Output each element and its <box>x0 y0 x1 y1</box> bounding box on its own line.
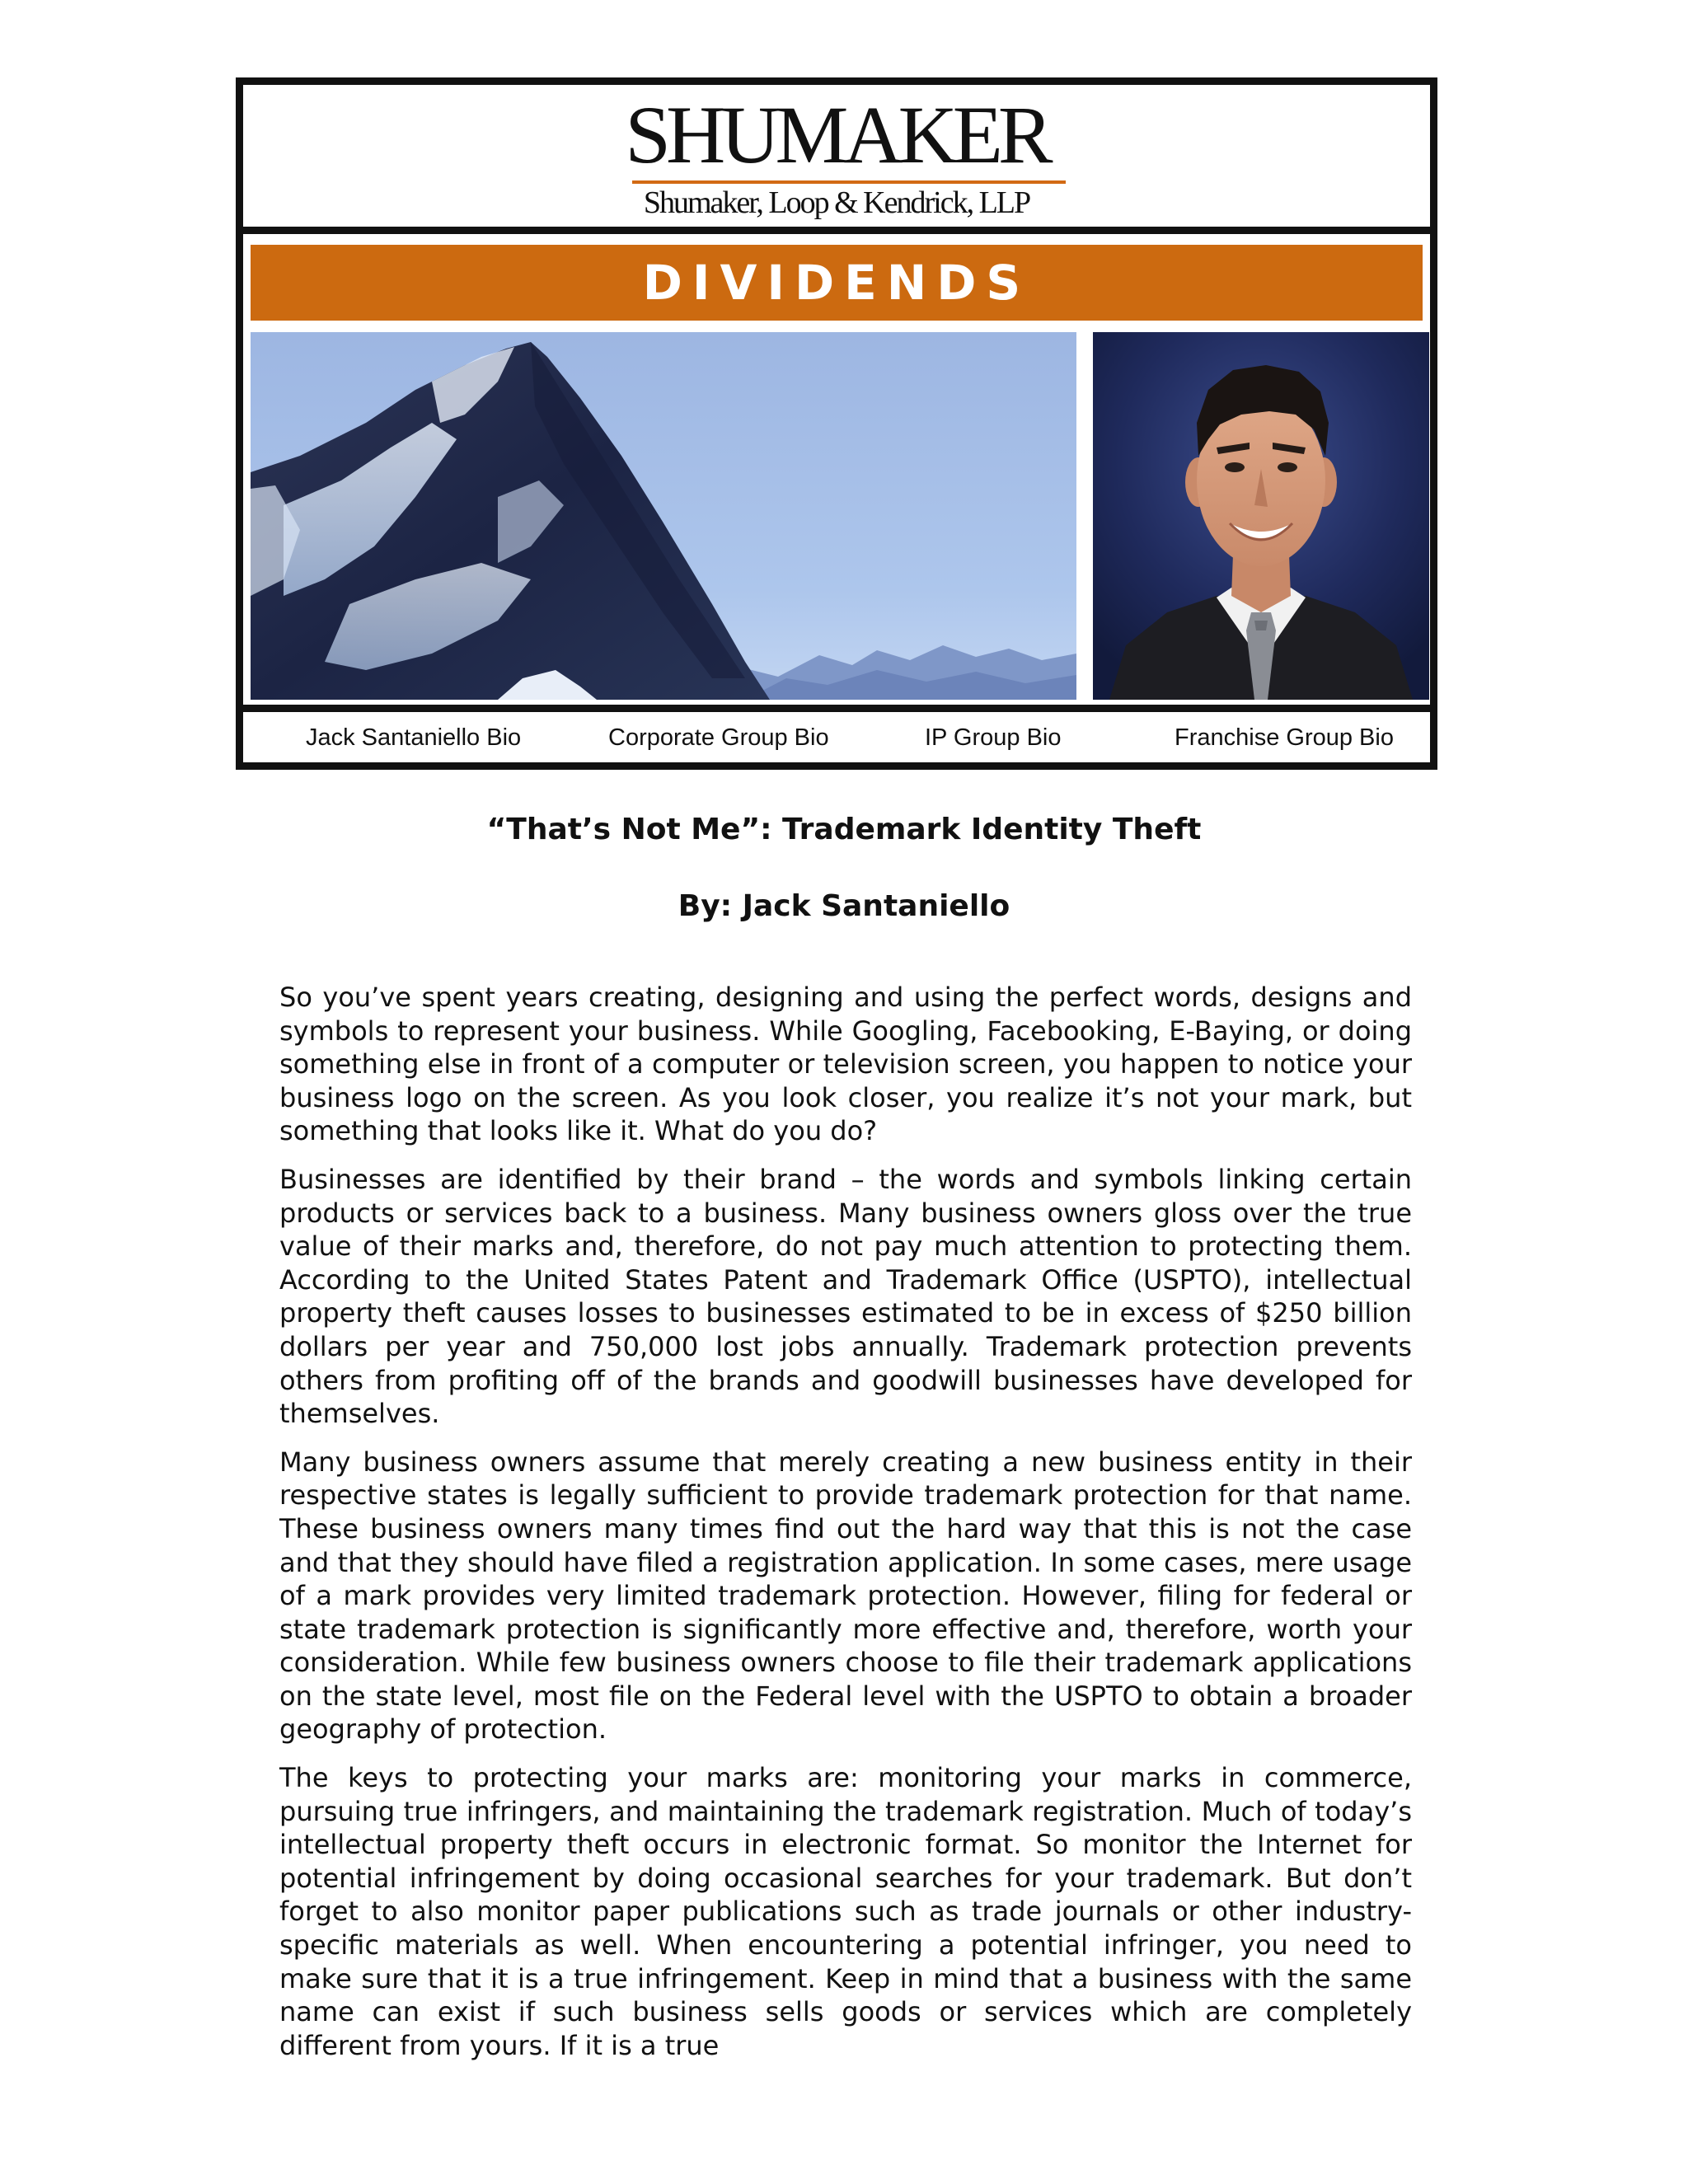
jack-santaniello-bio-link[interactable]: Jack Santaniello Bio <box>306 724 522 751</box>
firm-logo <box>243 85 1430 227</box>
author-portrait <box>1093 332 1429 700</box>
newsletter-banner: DIVIDENDS <box>251 245 1423 321</box>
ip-group-bio-link[interactable]: IP Group Bio <box>925 724 1062 751</box>
mountain-photo <box>251 332 1076 700</box>
logo-wordmark: SHUMAKER <box>625 89 1048 180</box>
bio-navigation <box>243 712 1430 763</box>
article-body <box>279 981 1412 2077</box>
article-title: “That’s Not Me”: Trademark Identity Theft <box>486 813 1202 846</box>
corporate-group-bio-link[interactable]: Corporate Group Bio <box>608 724 829 751</box>
article-paragraph: Many business owners assume that merely creating a new business entity in their respective states is legally sufficient to provide trademark protection for that name. These business owners many times find out the hard way that this is not the case and that they should have filed a registration application. In some cases, mere usage of a mark provides very limited trademark protection. However, filing for federal or state trademark protection is significantly more effective and, therefore, worth your consideration. While few business owners choose to file their trademark applications on the state level, most file on the Federal level with the USPTO to obtain a broader geography of protection. <box>279 1446 1412 1746</box>
article-paragraph: Businesses are identified by their brand – the words and symbols linking certain products or services back to a business. Many business owners gloss over the true value of their marks and, therefore, do not pay much attention to protecting them. According to the United States Patent and Trademark Office (USPTO), intellectual property theft causes losses to businesses estimated to be in excess of $250 billion dollars per year and 750,000 lost jobs annually. Trademark protection prevents others from profiting off of the brands and goodwill businesses have developed for themselves. <box>279 1163 1412 1430</box>
masthead-divider <box>243 227 1430 234</box>
franchise-group-bio-link[interactable]: Franchise Group Bio <box>1175 724 1394 751</box>
masthead-divider-bottom <box>243 705 1430 712</box>
logo-firm-name: Shumaker, Loop & Kendrick, LLP <box>643 185 1030 220</box>
article-paragraph: The keys to protecting your marks are: monitoring your marks in commerce, pursuing true infringers, and maintaining the trademark registration. Much of today’s intellectual property theft occurs in electronic format. So monitor the Internet for potential infringement by doing occasional searches for your trademark. But don’t forget to also monitor paper publications such as trade journals or other industry-specific materials as well. When encountering a potential infringer, you need to make sure that it is a true infringement. Keep in mind that a business with the same name can exist if such business sells goods or services which are completely different from yours. If it is a true <box>279 1762 1412 2061</box>
newsletter-masthead <box>236 77 1437 770</box>
article-paragraph: So you’ve spent years creating, designing and using the perfect words, designs and symbols to represent your business. While Googling, Facebooking, E-Baying, or doing something else in front of a computer or television screen, you happen to notice your business logo on the screen. As you look closer, you realize it’s not your mark, but something that looks like it. What do you do? <box>279 982 1412 1147</box>
article-byline: By: Jack Santaniello <box>678 889 1010 923</box>
